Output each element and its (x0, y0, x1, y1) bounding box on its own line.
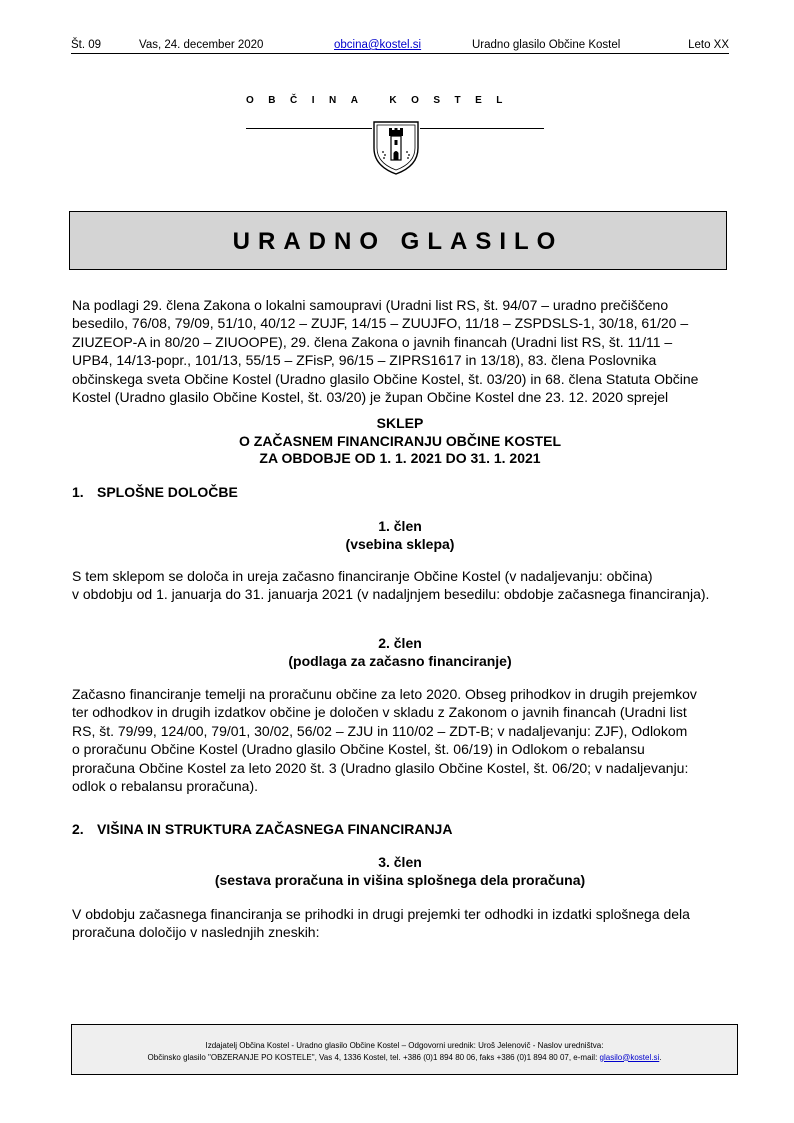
publication-name: Uradno glasilo Občine Kostel (472, 39, 621, 51)
body-line: proračuna določijo v naslednjih zneskih: (72, 924, 320, 941)
footer-line: Izdajatelj Občina Kostel - Uradno glasilo Občine Kostel – Odgovorni urednik: Uroš Jelenovič - Naslov uredništva: (205, 1041, 604, 1050)
article-heading (72, 518, 728, 553)
issue-date: Vas, 24. december 2020 (139, 39, 264, 51)
article-subtitle: (vsebina sklepa) (345, 535, 455, 552)
preamble-line: Kostel (Uradno glasilo Občine Kostel, št. 03/20) je župan Občine Kostel dne 23. 12. 2020 sprejel (72, 389, 669, 406)
decision-title (72, 415, 728, 468)
preamble (72, 296, 728, 406)
coat-of-arms-icon (371, 118, 421, 176)
title-banner (69, 211, 727, 270)
body-line: odlok o rebalansu proračuna). (72, 778, 259, 795)
footer-email-link[interactable]: glasilo@kostel.si (599, 1052, 660, 1062)
body-line: v obdobju od 1. januarja do 31. januarja 2021 (v nadaljnjem besedilu: obdobje začasnega financiranja). (72, 586, 710, 603)
section-title: VIŠINA IN STRUKTURA ZAČASNEGA FINANCIRANJA (97, 821, 453, 837)
running-header (71, 39, 729, 54)
publisher-footer (71, 1024, 738, 1075)
body-line: proračuna Občine Kostel za leto 2020 št. 3 (Uradno glasilo Občine Kostel, št. 06/20; v nadaljevanju: (72, 759, 689, 776)
body-line: o proračunu Občine Kostel (Uradno glasilo Občine Kostel, št. 06/19) in Odlokom o rebalansu (72, 741, 645, 758)
preamble-line: občinskega sveta Občine Kostel (Uradno glasilo Občine Kostel, št. 03/20) in 68. člena Statuta Občine (72, 370, 699, 387)
section-heading (72, 484, 238, 500)
body-line: RS, št. 79/99, 124/00, 79/01, 30/02, 56/02 – ZJU in 110/02 – ZDT-B; v nadaljevanju: ZJF), Odlokom (72, 722, 688, 739)
article-heading (72, 854, 728, 889)
body-line: Začasno financiranje temelji na proračunu občine za leto 2020. Obseg prihodkov in drugih prejemkov (72, 686, 697, 702)
header-email-link[interactable] (334, 39, 421, 51)
banner-title: URADNO GLASILO (232, 228, 564, 255)
article-body (72, 567, 728, 604)
masthead-rule-right (420, 128, 544, 129)
footer-end: . (659, 1052, 662, 1062)
body-line: ter odhodkov in drugih izdatkov občine je določen v skladu z Zakonom o javnih financah (Uradni list (72, 704, 687, 721)
article-number: 1. člen (378, 518, 422, 534)
decision-title-line: SKLEP (376, 415, 424, 431)
decision-title-line: ZA OBDOBJE OD 1. 1. 2021 DO 31. 1. 2021 (259, 450, 541, 466)
article-subtitle: (podlaga za začasno financiranje) (288, 652, 512, 669)
article-body (72, 685, 728, 795)
preamble-line: UPB4, 14/13-popr., 101/13, 55/15 – ZFisP, 96/15 – ZIPRS1617 in 13/18), 83. člena Poslovnika (72, 352, 657, 369)
section-number: 2. (72, 821, 84, 837)
decision-title-line: O ZAČASNEM FINANCIRANJU OBČINE KOSTEL (238, 432, 561, 449)
article-heading (72, 635, 728, 670)
organization-name: OBČINA KOSTEL (246, 95, 517, 106)
section-title: SPLOŠNE DOLOČBE (97, 484, 238, 500)
issue-number: Št. 09 (71, 39, 102, 51)
email-link[interactable]: obcina@kostel.si (334, 39, 422, 51)
article-number: 3. člen (378, 854, 422, 870)
body-line: S tem sklepom se določa in ureja začasno financiranje Občine Kostel (v nadaljevanju: občina) (72, 568, 653, 584)
article-body (72, 905, 728, 942)
article-subtitle: (sestava proračuna in višina splošnega dela proračuna) (214, 871, 586, 888)
footer-line (72, 1052, 737, 1064)
footer-contact: Občinsko glasilo "OBZERANJE PO KOSTELE", Vas 4, 1336 Kostel, tel. +386 (0)1 894 80 06, faks +386 (0)1 894 80 07, e-mail: (147, 1052, 598, 1062)
article-number: 2. člen (378, 635, 422, 651)
preamble-line: besedilo, 76/08, 79/09, 51/10, 40/12 – ZUJF, 14/15 – ZUUJFO, 11/18 – ZSPDSLS-1, 30/18, 61/20 – (72, 315, 689, 332)
volume-year: Leto XX (688, 39, 729, 51)
preamble-line: ZIUZEOP-A in 80/20 – ZIUOOPE), 29. člena Zakona o javnih financah (Uradni list RS, št. 11/11 – (72, 333, 673, 350)
preamble-line: Na podlagi 29. člena Zakona o lokalni samoupravi (Uradni list RS, št. 94/07 – uradno prečiščeno (72, 297, 669, 313)
section-heading (72, 821, 452, 837)
section-number: 1. (72, 484, 84, 500)
body-line: V obdobju začasnega financiranja se prihodki in drugi prejemki ter odhodki in izdatki splošnega dela (72, 906, 690, 922)
masthead-rule-left (246, 128, 372, 129)
